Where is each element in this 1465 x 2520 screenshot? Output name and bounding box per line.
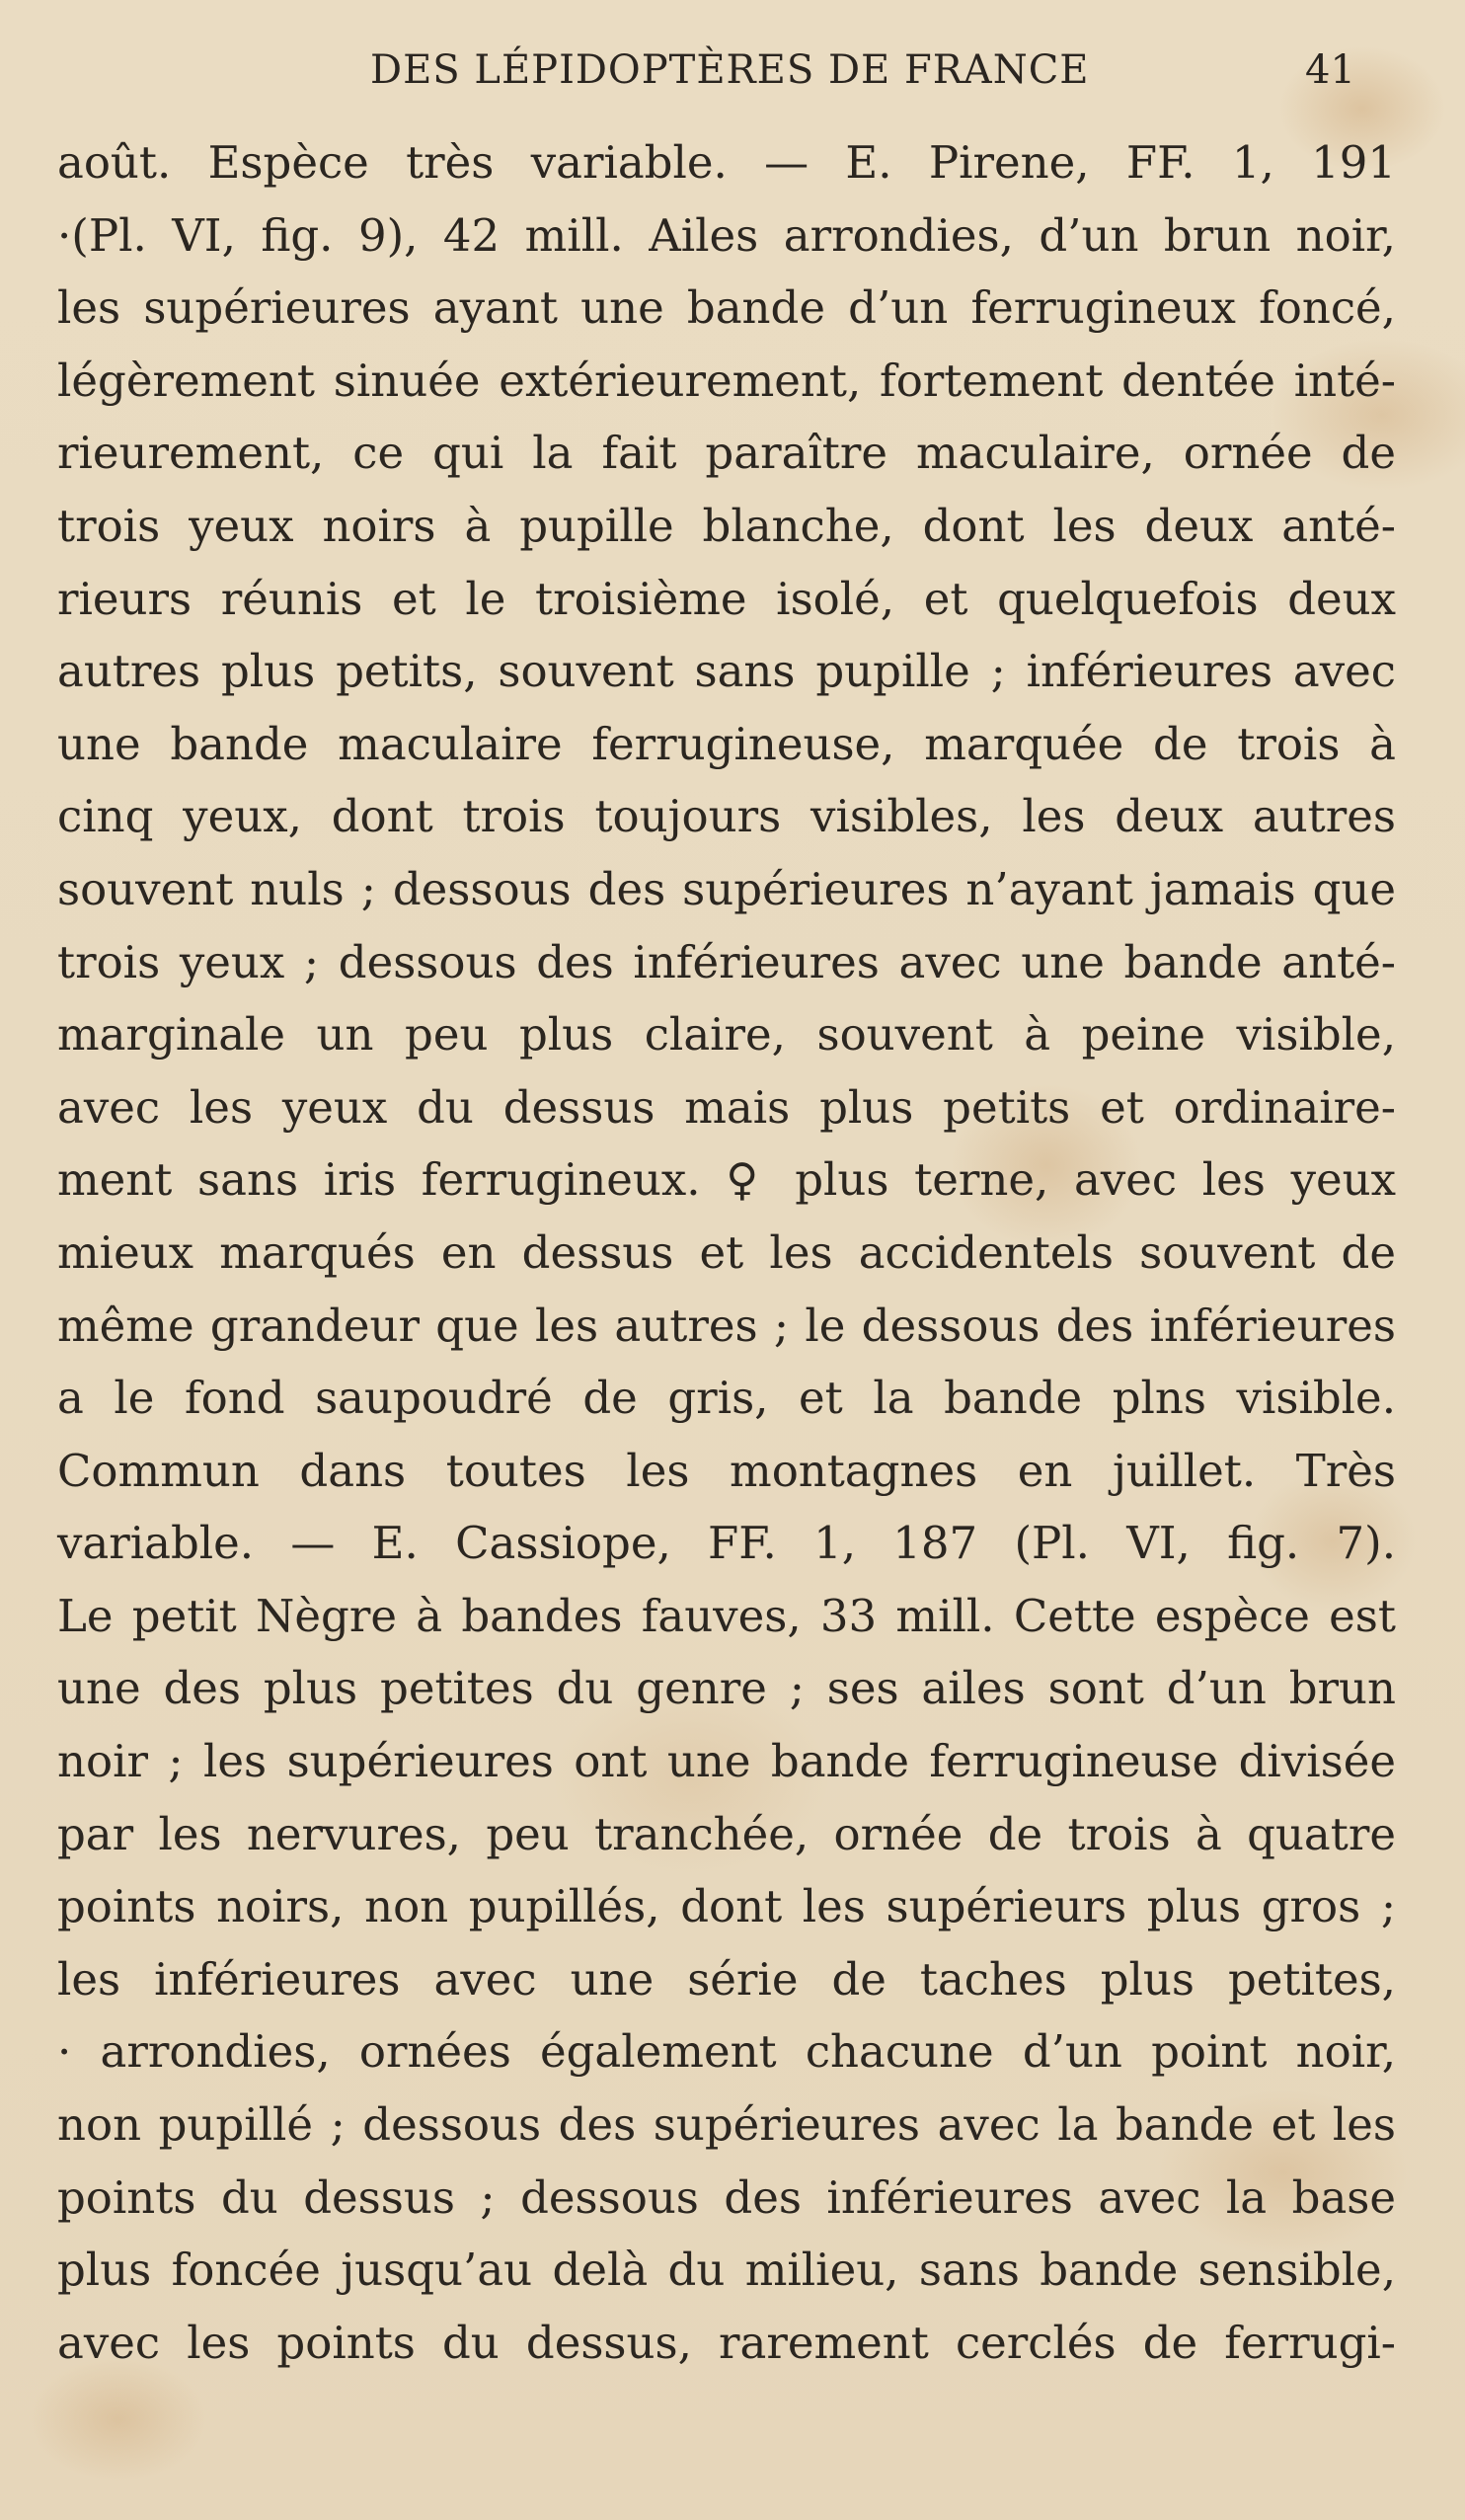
text-line: par les nervures, peu tranchée, ornée de trois à quatre [57,1807,1396,1860]
text-line: trois yeux noirs à pupille blanche, dont les deux anté- [57,499,1396,552]
text-line: avec les yeux du dessus mais plus petits et ordinaire- [57,1080,1396,1134]
text-line: Le petit Nègre à bandes fauves, 33 mill. Cette espèce est [57,1589,1396,1642]
text-line: avec les points du dessus, rarement cerclés de ferrugi- [57,2316,1396,2369]
text-line: trois yeux ; dessous des inférieures avec une bande anté- [57,935,1396,988]
text-line: noir ; les supérieures ont une bande ferrugineuse divisée [57,1735,1396,1788]
text-line: variable. — E. Cassiope, FF. 1, 187 (Pl. VI, fig. 7). [57,1517,1396,1570]
running-title: DES LÉPIDOPTÈRES DE FRANCE [370,47,1090,93]
text-line: rieurs réunis et le troisième isolé, et quelquefois deux [57,572,1396,625]
text-line: une des plus petites du genre ; ses ailes sont d’un brun [57,1662,1396,1715]
text-line: une bande maculaire ferrugineuse, marquée de trois à [57,717,1396,770]
body-text [57,126,1396,2379]
text-line: les supérieures ayant une bande d’un ferrugineux foncé, [57,281,1396,335]
text-line: points du dessus ; dessous des inférieures avec la base [57,2170,1396,2224]
text-line: souvent nuls ; dessous des supérieures n’ayant jamais que [57,862,1396,915]
text-line: ·(Pl. VI, fig. 9), 42 mill. Ailes arrondies, d’un brun noir, [57,208,1396,262]
text-line: août. Espèce très variable. — E. Pirene, FF. 1, 191 [57,136,1396,189]
text-line: points noirs, non pupillés, dont les supérieurs plus gros ; [57,1880,1396,1933]
text-line: légèrement sinuée extérieurement, fortement dentée inté- [57,354,1396,407]
text-line: ment sans iris ferrugineux. ♀ plus terne, avec les yeux [57,1153,1396,1207]
text-line: autres plus petits, souvent sans pupille ; inférieures avec [57,645,1396,698]
running-head [0,47,1465,117]
text-line: mieux marqués en dessus et les accidentels souvent de [57,1225,1396,1279]
text-line: marginale un peu plus claire, souvent à peine visible, [57,1008,1396,1062]
text-line: a le fond saupoudré de gris, et la bande plns visible. [57,1372,1396,1425]
text-line: plus foncée jusqu’au delà du milieu, sans bande sensible, [57,2244,1396,2297]
text-line: Commun dans toutes les montagnes en juillet. Très [57,1444,1396,1497]
text-line: non pupillé ; dessous des supérieures avec la bande et les [57,2098,1396,2152]
text-line: · arrondies, ornées également chacune d’un point noir, [57,2025,1396,2079]
text-line: les inférieures avec une série de taches plus petites, [57,1952,1396,2006]
text-line: cinq yeux, dont trois toujours visibles, les deux autres [57,790,1396,843]
text-line: rieurement, ce qui la fait paraître maculaire, ornée de [57,427,1396,480]
page-number: 41 [1305,47,1355,93]
text-line: même grandeur que les autres ; le dessous des inférieures [57,1299,1396,1352]
